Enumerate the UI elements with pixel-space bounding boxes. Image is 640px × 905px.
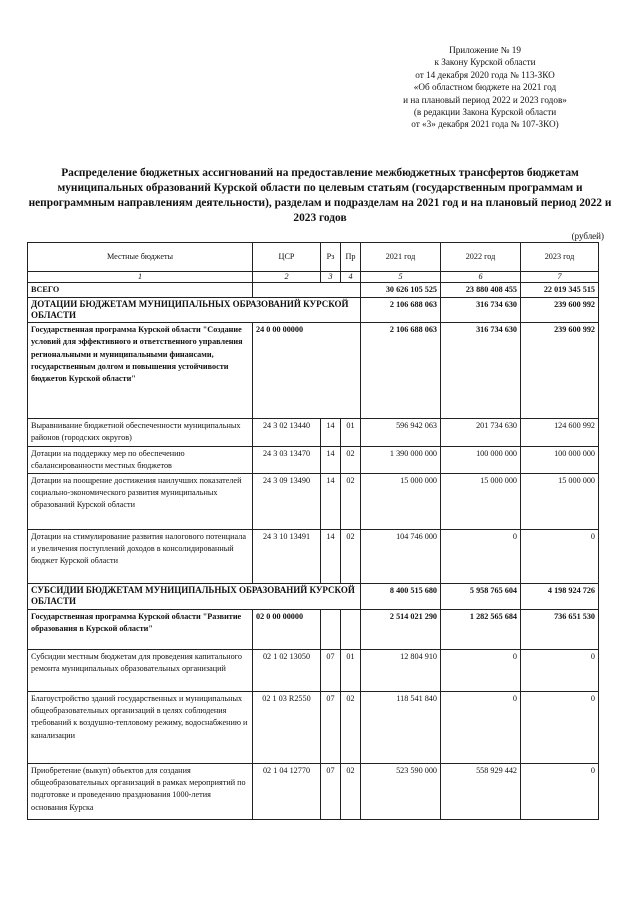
appendix-line: «Об областном бюджете на 2021 год <box>413 82 557 93</box>
row-2022: 5 958 765 604 <box>441 584 521 610</box>
appendix-line: Приложение № 19 <box>449 45 521 55</box>
row-2022: 0 <box>441 650 521 692</box>
row-csr: 24 0 00 00000 <box>253 323 361 419</box>
row-csr: 02 1 04 12770 <box>253 764 321 820</box>
row-2022: 0 <box>441 692 521 764</box>
program-row <box>28 610 599 650</box>
column-header: 2021 год <box>361 243 441 272</box>
column-header: Рз <box>321 243 341 272</box>
column-index: 4 <box>341 272 361 283</box>
column-index: 3 <box>321 272 341 283</box>
column-index-row <box>28 272 599 283</box>
row-2021: 596 942 063 <box>361 419 441 446</box>
appendix-line: от «3» декабря 2021 года № 107-ЗКО) <box>411 119 559 130</box>
row-csr: 02 1 03 R2550 <box>253 692 321 764</box>
row-rz: 07 <box>321 764 341 820</box>
row-2022: 316 734 630 <box>441 323 521 419</box>
row-name: СУБСИДИИ БЮДЖЕТАМ МУНИЦИПАЛЬНЫХ ОБРАЗОВАНИЙ КУРСКОЙ ОБЛАСТИ <box>28 584 361 610</box>
row-2021: 2 106 688 063 <box>361 323 441 419</box>
row-rz: 14 <box>321 419 341 446</box>
row-pr: 02 <box>341 692 361 764</box>
total-row <box>28 283 599 298</box>
row-name: ДОТАЦИИ БЮДЖЕТАМ МУНИЦИПАЛЬНЫХ ОБРАЗОВАНИЙ КУРСКОЙ ОБЛАСТИ <box>28 298 361 323</box>
budget-table <box>27 242 599 820</box>
row-csr <box>253 283 361 298</box>
row-2022: 558 929 442 <box>441 764 521 820</box>
column-header: 2022 год <box>441 243 521 272</box>
row-2021: 118 541 840 <box>361 692 441 764</box>
row-name: Выравнивание бюджетной обеспеченности муниципальных районов (городских округов) <box>28 419 253 446</box>
row-2021: 523 590 000 <box>361 764 441 820</box>
row-pr: 01 <box>341 419 361 446</box>
row-2023: 0 <box>521 764 599 820</box>
table-row <box>28 446 599 473</box>
column-index: 6 <box>441 272 521 283</box>
section-row <box>28 584 599 610</box>
table-row <box>28 419 599 446</box>
appendix-line: к Закону Курской области <box>434 57 536 68</box>
appendix-line: от 14 декабря 2020 года № 113-ЗКО <box>415 69 555 80</box>
row-csr: 24 3 03 13470 <box>253 446 321 473</box>
row-name: Государственная программа Курской области "Создание условий для эффективного и ответственного управления региональными и муниципальными финансами, государственным долгом и повышения устойчивости бюджетов Курской области" <box>28 323 253 419</box>
row-pr: 01 <box>341 650 361 692</box>
row-2022: 1 282 565 684 <box>441 610 521 650</box>
row-csr: 24 3 02 13440 <box>253 419 321 446</box>
row-2021: 12 804 910 <box>361 650 441 692</box>
row-2023: 100 000 000 <box>521 446 599 473</box>
table-row <box>28 692 599 764</box>
row-2021: 30 626 105 525 <box>361 283 441 298</box>
appendix-note <box>360 44 610 131</box>
row-2021: 8 400 515 680 <box>361 584 441 610</box>
column-index: 7 <box>521 272 599 283</box>
row-rz <box>321 610 341 650</box>
row-2022: 100 000 000 <box>441 446 521 473</box>
row-csr: 02 1 02 13050 <box>253 650 321 692</box>
row-2023: 0 <box>521 650 599 692</box>
column-index: 1 <box>28 272 253 283</box>
document-title: Распределение бюджетных ассигнований на предоставление межбюджетных трансфертов бюджетам муниципальных образований Курской области по целевым статьям (государственным программам и непрограммным направлениям деятельности), разделам и подразделам на 2021 год и на плановый период 2022 и 2023 годов <box>28 167 612 224</box>
table-header-row <box>28 243 599 272</box>
row-2021: 104 746 000 <box>361 530 441 584</box>
row-rz: 07 <box>321 650 341 692</box>
row-rz: 14 <box>321 446 341 473</box>
table-row <box>28 764 599 820</box>
row-2022: 15 000 000 <box>441 474 521 530</box>
column-header: ЦСР <box>253 243 321 272</box>
units-label: (рублей) <box>571 231 604 241</box>
column-index: 2 <box>253 272 321 283</box>
row-pr <box>341 610 361 650</box>
row-2023: 0 <box>521 530 599 584</box>
row-2021: 1 390 000 000 <box>361 446 441 473</box>
row-name: Приобретение (выкуп) объектов для создания общеобразовательных организаций в рамках мероприятий по подготовке и проведению празднования 1000-летия основания Курска <box>28 764 253 820</box>
row-2022: 0 <box>441 530 521 584</box>
table-row <box>28 650 599 692</box>
row-2023: 124 600 992 <box>521 419 599 446</box>
column-header: Пр <box>341 243 361 272</box>
row-csr: 02 0 00 00000 <box>253 610 321 650</box>
column-header: Местные бюджеты <box>28 243 253 272</box>
row-2022: 23 880 408 455 <box>441 283 521 298</box>
row-name: ВСЕГО <box>28 283 253 298</box>
row-2023: 239 600 992 <box>521 323 599 419</box>
row-rz: 14 <box>321 530 341 584</box>
row-pr: 02 <box>341 764 361 820</box>
row-pr: 02 <box>341 474 361 530</box>
appendix-line: (в редакции Закона Курской области <box>413 107 557 118</box>
row-2021: 2 106 688 063 <box>361 298 441 323</box>
table-row <box>28 530 599 584</box>
column-index: 5 <box>361 272 441 283</box>
row-2023: 239 600 992 <box>521 298 599 323</box>
row-2021: 2 514 021 290 <box>361 610 441 650</box>
row-rz: 07 <box>321 692 341 764</box>
row-2022: 316 734 630 <box>441 298 521 323</box>
row-2023: 0 <box>521 692 599 764</box>
row-name: Дотации на стимулирование развития налогового потенциала и увеличения поступлений доходов в консолидированный бюджет Курской области <box>28 530 253 584</box>
row-name: Дотации на поддержку мер по обеспечению сбалансированности местных бюджетов <box>28 446 253 473</box>
row-2022: 201 734 630 <box>441 419 521 446</box>
row-pr: 02 <box>341 446 361 473</box>
row-csr: 24 3 10 13491 <box>253 530 321 584</box>
row-csr: 24 3 09 13490 <box>253 474 321 530</box>
appendix-line: и на плановый период 2022 и 2023 годов» <box>403 94 567 105</box>
row-2023: 22 019 345 515 <box>521 283 599 298</box>
table-row <box>28 474 599 530</box>
row-2023: 15 000 000 <box>521 474 599 530</box>
program-row <box>28 323 599 419</box>
row-name: Государственная программа Курской области "Развитие образования в Курской области" <box>28 610 253 650</box>
row-name: Благоустройство зданий государственных и муниципальных общеобразовательных организаций в целях соблюдения требований к воздушно-тепловому режиму, водоснабжению и канализации <box>28 692 253 764</box>
row-name: Субсидии местным бюджетам для проведения капитального ремонта муниципальных образовательных организаций <box>28 650 253 692</box>
row-pr: 02 <box>341 530 361 584</box>
row-rz: 14 <box>321 474 341 530</box>
section-row <box>28 298 599 323</box>
column-header: 2023 год <box>521 243 599 272</box>
row-2021: 15 000 000 <box>361 474 441 530</box>
row-2023: 736 651 530 <box>521 610 599 650</box>
row-name: Дотации на поощрение достижения наилучших показателей социально-экономического развития муниципальных образований Курской области <box>28 474 253 530</box>
row-2023: 4 198 924 726 <box>521 584 599 610</box>
